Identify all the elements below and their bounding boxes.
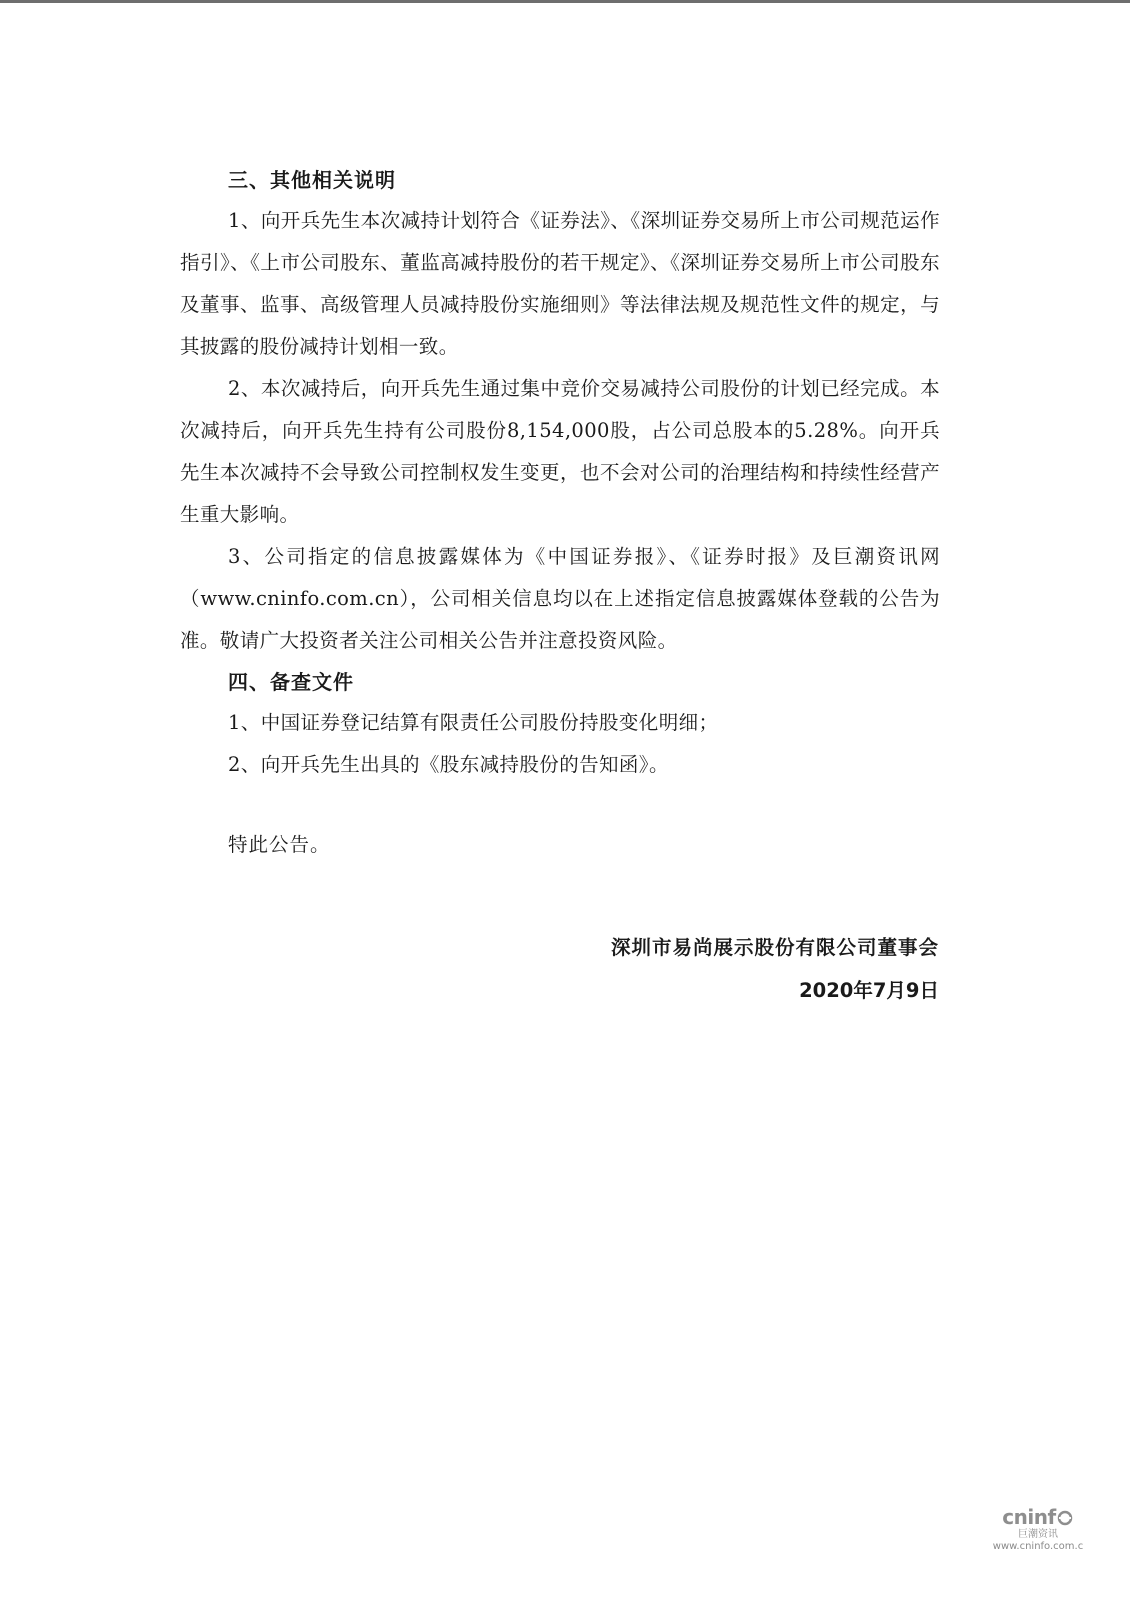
watermark-url: www.cninfo.com.c	[992, 1541, 1084, 1552]
section-3-paragraph-1: 1、向开兵先生本次减持计划符合《证券法》、《深圳证券交易所上市公司规范运作指引》、《上市公司股东、董监高减持股份的若干规定》、《深圳证券交易所上市公司股东及董事、监事、高级管理人员减持股份实施细则》等法律法规及规范性文件的规定，与其披露的股份减持计划相一致。	[180, 209, 940, 358]
section-3-paragraph-2: 2、本次减持后，向开兵先生通过集中竞价交易减持公司股份的计划已经完成。本次减持后，向开兵先生持有公司股份8,154,000股，占公司总股本的5.28%。向开兵先生本次减持不会导致公司控制权发生变更，也不会对公司的治理结构和持续性经营产生重大影响。	[180, 377, 940, 526]
page-top-border	[0, 0, 1130, 3]
cninfo-watermark	[988, 1505, 1088, 1552]
section-4-heading: 四、备查文件	[228, 670, 354, 694]
cninfo-logo: cninf	[988, 1505, 1088, 1529]
signature-organization: 深圳市易尚展示股份有限公司董事会	[610, 936, 939, 959]
closing-statement: 特此公告。	[228, 833, 331, 856]
document-body	[180, 160, 940, 866]
section-4-item-2: 2、向开兵先生出具的《股东减持股份的告知函》。	[228, 753, 669, 776]
watermark-cn-name: 巨潮资讯	[1018, 1529, 1058, 1540]
section-3-heading: 三、其他相关说明	[228, 168, 396, 192]
cninfo-swirl-icon	[1056, 1510, 1074, 1526]
section-4-item-1: 1、中国证券登记结算有限责任公司股份持股变化明细；	[228, 711, 719, 734]
section-3-paragraph-3: 3、公司指定的信息披露媒体为《中国证券报》、《证券时报》及巨潮资讯网（www.cninfo.com.cn），公司相关信息均以在上述指定信息披露媒体登载的公告为准。敬请广大投资者关注公司相关公告并注意投资风险。	[180, 545, 940, 652]
signature-date: 2020年7月9日	[799, 979, 939, 1002]
